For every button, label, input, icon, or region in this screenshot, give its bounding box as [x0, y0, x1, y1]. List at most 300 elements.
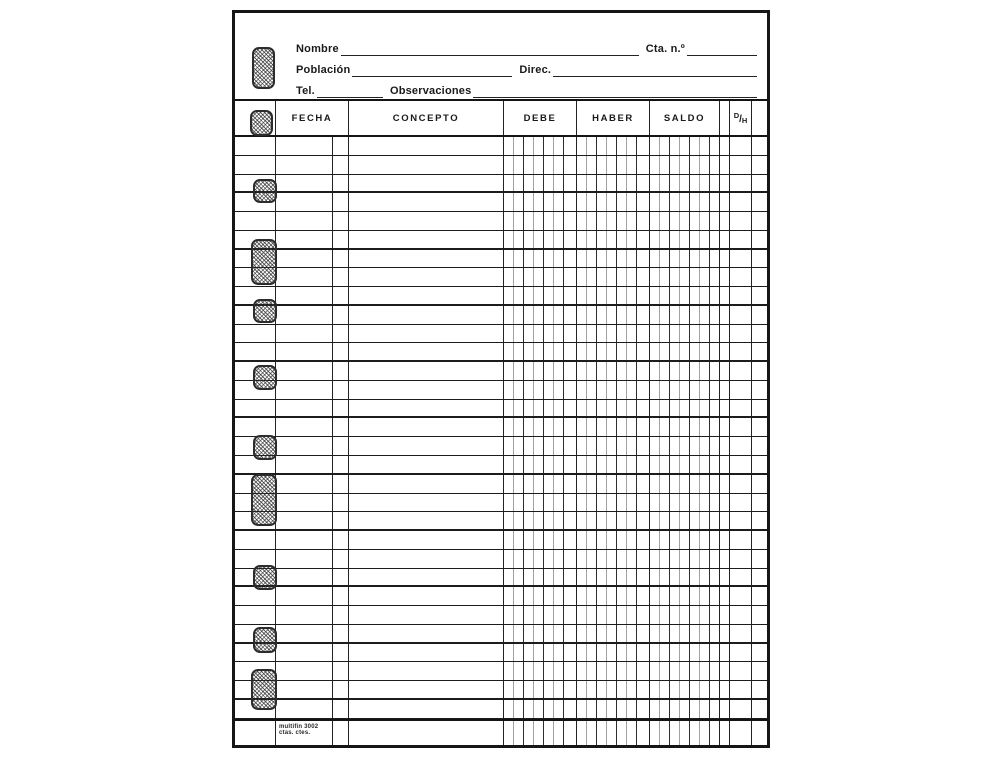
cell-fecha-main	[275, 587, 332, 605]
cell-fecha-main	[275, 475, 332, 493]
cell-dh	[729, 662, 751, 680]
cell-saldo	[649, 721, 719, 745]
cell-margin	[751, 268, 767, 286]
cell-dh	[729, 456, 751, 473]
punch-hole	[251, 669, 277, 710]
punch-hole	[253, 565, 277, 590]
punch-hole	[253, 627, 277, 653]
cell-haber	[576, 400, 649, 417]
cell-concepto	[348, 456, 503, 473]
cell-debe	[503, 175, 576, 192]
cell-debe	[503, 437, 576, 455]
cell-haber	[576, 306, 649, 324]
cell-fecha-main	[275, 681, 332, 698]
cell-fecha-main	[275, 306, 332, 324]
punch-hole	[253, 365, 277, 390]
saldo-column-header: SALDO	[649, 101, 719, 135]
punch-hole	[250, 110, 273, 136]
ledger-row	[235, 587, 767, 606]
cell-margin	[751, 400, 767, 417]
ledger-row	[235, 137, 767, 156]
cell-saldo	[649, 625, 719, 642]
cell-fecha-main	[275, 343, 332, 360]
cell-dh	[729, 193, 751, 211]
cell-margin	[751, 587, 767, 605]
cell-hole-margin	[235, 343, 275, 360]
cell-debe	[503, 137, 576, 155]
cell-hole-margin	[235, 531, 275, 549]
cell-saldo	[649, 400, 719, 417]
cell-haber	[576, 325, 649, 343]
cell-saldo	[649, 475, 719, 493]
cell-cents	[719, 250, 729, 268]
cell-haber	[576, 475, 649, 493]
cell-cents	[719, 418, 729, 436]
cell-hole-margin	[235, 400, 275, 417]
cell-fecha-main	[275, 644, 332, 662]
cell-dh	[729, 325, 751, 343]
cell-saldo	[649, 362, 719, 380]
ledger-row	[235, 494, 767, 513]
cell-debe	[503, 625, 576, 642]
poblacion-row	[296, 56, 759, 77]
cell-dh	[729, 494, 751, 512]
observaciones-field-line	[473, 84, 757, 98]
cell-debe	[503, 721, 576, 745]
cell-concepto	[348, 644, 503, 662]
tel-label: Tel.	[296, 85, 315, 97]
cell-concepto	[348, 268, 503, 286]
cell-debe	[503, 700, 576, 718]
cell-fecha-main	[275, 662, 332, 680]
cell-haber	[576, 550, 649, 568]
cell-concepto	[348, 343, 503, 360]
cell-margin	[751, 569, 767, 586]
cell-fecha-sub	[332, 193, 348, 211]
cell-dh	[729, 137, 751, 155]
cell-concepto	[348, 175, 503, 192]
cell-cents	[719, 437, 729, 455]
ledger-row	[235, 193, 767, 212]
cell-fecha-main	[275, 400, 332, 417]
cell-fecha-main	[275, 193, 332, 211]
cell-saldo	[649, 569, 719, 586]
cell-fecha-main	[275, 212, 332, 230]
cell-fecha-sub	[332, 625, 348, 642]
cell-haber	[576, 644, 649, 662]
cell-saldo	[649, 343, 719, 360]
cell-fecha-main	[275, 325, 332, 343]
cell-margin	[751, 175, 767, 192]
cell-dh	[729, 362, 751, 380]
ledger-row	[235, 700, 767, 719]
cell-concepto	[348, 587, 503, 605]
cell-fecha-main	[275, 175, 332, 192]
cell-haber	[576, 418, 649, 436]
ledger-row	[235, 437, 767, 456]
cell-debe	[503, 531, 576, 549]
cell-margin	[751, 381, 767, 399]
cell-haber	[576, 456, 649, 473]
cell-saldo	[649, 456, 719, 473]
cell-saldo	[649, 418, 719, 436]
ledger-rows	[235, 137, 767, 719]
cell-margin	[751, 550, 767, 568]
cell-fecha-sub	[332, 212, 348, 230]
ledger-row	[235, 418, 767, 437]
cell-haber	[576, 721, 649, 745]
cell-debe	[503, 681, 576, 698]
cell-debe	[503, 494, 576, 512]
cell-cents	[719, 456, 729, 473]
cell-concepto	[348, 362, 503, 380]
cell-fecha-main	[275, 550, 332, 568]
cell-cents	[719, 700, 729, 718]
cell-saldo	[649, 156, 719, 174]
cell-debe	[503, 512, 576, 529]
cell-cents	[719, 721, 729, 745]
cell-fecha-sub	[332, 287, 348, 304]
imprint-line2: ctas. ctes.	[279, 730, 311, 737]
cell-cents	[719, 381, 729, 399]
cell-haber	[576, 175, 649, 192]
dh-column-header	[729, 101, 751, 135]
observaciones-label: Observaciones	[389, 85, 472, 97]
cell-debe	[503, 400, 576, 417]
dh-glyph: $^D$/H	[733, 110, 748, 125]
cell-debe	[503, 231, 576, 248]
cell-cents	[719, 193, 729, 211]
cell-concepto	[348, 721, 503, 745]
cell-concepto	[348, 512, 503, 529]
ledger-row	[235, 156, 767, 175]
cell-haber	[576, 625, 649, 642]
cell-saldo	[649, 644, 719, 662]
cell-haber	[576, 268, 649, 286]
ledger-row	[235, 681, 767, 700]
cell-haber	[576, 531, 649, 549]
cell-hole-margin	[235, 137, 275, 155]
cell-margin	[751, 362, 767, 380]
cell-dh	[729, 418, 751, 436]
cell-margin	[751, 531, 767, 549]
cell-dh	[729, 700, 751, 718]
cell-saldo	[649, 212, 719, 230]
cell-margin	[751, 606, 767, 624]
cell-fecha-sub	[332, 606, 348, 624]
cell-fecha-main	[275, 625, 332, 642]
ledger-row	[235, 456, 767, 475]
cell-fecha-sub	[332, 700, 348, 718]
cell-saldo	[649, 231, 719, 248]
cell-dh	[729, 606, 751, 624]
ledger-row	[235, 531, 767, 550]
cents-column-header	[719, 101, 729, 135]
cell-debe	[503, 644, 576, 662]
imprint-line1: multifin 3002	[279, 723, 319, 730]
cell-fecha-main	[275, 512, 332, 529]
cell-dh	[729, 250, 751, 268]
cell-hole-margin	[235, 587, 275, 605]
cell-cents	[719, 512, 729, 529]
cell-cents	[719, 400, 729, 417]
cell-margin	[751, 231, 767, 248]
cell-cents	[719, 587, 729, 605]
cell-fecha-sub	[332, 494, 348, 512]
cell-debe	[503, 343, 576, 360]
cell-haber	[576, 250, 649, 268]
cell-dh	[729, 531, 751, 549]
cell-debe	[503, 362, 576, 380]
cell-concepto	[348, 475, 503, 493]
cell-cents	[719, 550, 729, 568]
cell-margin	[751, 721, 767, 745]
cell-fecha-sub	[332, 231, 348, 248]
cell-haber	[576, 156, 649, 174]
cell-fecha-sub	[332, 550, 348, 568]
cell-dh	[729, 569, 751, 586]
cell-fecha-sub	[332, 268, 348, 286]
cell-concepto	[348, 287, 503, 304]
cell-dh	[729, 268, 751, 286]
cell-debe	[503, 268, 576, 286]
cell-haber	[576, 681, 649, 698]
cell-haber	[576, 662, 649, 680]
cell-fecha-sub	[332, 250, 348, 268]
cell-fecha-main	[275, 268, 332, 286]
ledger-row	[235, 662, 767, 681]
cell-cents	[719, 137, 729, 155]
cell-fecha-main	[275, 494, 332, 512]
cell-cents	[719, 212, 729, 230]
cell-fecha-sub	[332, 569, 348, 586]
cell-margin	[751, 343, 767, 360]
cell-debe	[503, 250, 576, 268]
margin-column-header	[751, 101, 767, 135]
cell-margin	[751, 193, 767, 211]
cell-margin	[751, 325, 767, 343]
cell-cents	[719, 606, 729, 624]
ledger-row	[235, 475, 767, 494]
ledger-row	[235, 287, 767, 306]
punch-hole	[252, 47, 275, 89]
nombre-label: Nombre	[296, 43, 339, 55]
cell-dh	[729, 512, 751, 529]
cell-concepto	[348, 700, 503, 718]
cell-cents	[719, 494, 729, 512]
cell-concepto	[348, 418, 503, 436]
cell-concepto	[348, 325, 503, 343]
cell-margin	[751, 137, 767, 155]
ledger-row	[235, 325, 767, 344]
ledger-row	[235, 250, 767, 269]
cell-margin	[751, 287, 767, 304]
cell-saldo	[649, 437, 719, 455]
cell-fecha-main	[275, 231, 332, 248]
cell-dh	[729, 381, 751, 399]
cell-debe	[503, 193, 576, 211]
cell-dh	[729, 156, 751, 174]
cell-fecha-main	[275, 137, 332, 155]
cell-margin	[751, 306, 767, 324]
ledger-row	[235, 268, 767, 287]
cell-margin	[751, 212, 767, 230]
cell-margin	[751, 250, 767, 268]
cell-concepto	[348, 662, 503, 680]
cell-saldo	[649, 193, 719, 211]
cell-fecha-main	[275, 606, 332, 624]
cell-fecha-sub	[332, 681, 348, 698]
cell-haber	[576, 193, 649, 211]
ledger-row	[235, 381, 767, 400]
cell-debe	[503, 381, 576, 399]
cell-cents	[719, 268, 729, 286]
ledger-row	[235, 343, 767, 362]
cell-concepto	[348, 306, 503, 324]
ledger-row	[235, 362, 767, 381]
cell-cents	[719, 362, 729, 380]
punch-hole	[253, 299, 277, 323]
cell-concepto	[348, 625, 503, 642]
fecha-column-header: FECHA	[275, 101, 348, 135]
cell-cents	[719, 625, 729, 642]
cell-hole-margin	[235, 212, 275, 230]
ledger-row	[235, 400, 767, 419]
cell-haber	[576, 700, 649, 718]
direc-label: Direc.	[519, 64, 552, 76]
cell-saldo	[649, 287, 719, 304]
cell-margin	[751, 644, 767, 662]
cell-saldo	[649, 306, 719, 324]
cell-concepto	[348, 156, 503, 174]
cell-fecha-sub	[332, 156, 348, 174]
cell-haber	[576, 381, 649, 399]
cell-concepto	[348, 494, 503, 512]
cell-saldo	[649, 250, 719, 268]
poblacion-label: Población	[296, 64, 351, 76]
cell-margin	[751, 681, 767, 698]
cell-concepto	[348, 381, 503, 399]
cell-concepto	[348, 212, 503, 230]
cell-saldo	[649, 606, 719, 624]
cell-saldo	[649, 681, 719, 698]
cell-cents	[719, 343, 729, 360]
cell-dh	[729, 231, 751, 248]
punch-hole	[251, 239, 277, 285]
cell-fecha-main	[275, 418, 332, 436]
cell-dh	[729, 625, 751, 642]
cell-cents	[719, 644, 729, 662]
cell-debe	[503, 606, 576, 624]
cell-concepto	[348, 681, 503, 698]
ledger-row	[235, 606, 767, 625]
cell-haber	[576, 437, 649, 455]
cell-concepto	[348, 250, 503, 268]
cell-concepto	[348, 606, 503, 624]
cell-saldo	[649, 325, 719, 343]
cell-haber	[576, 569, 649, 586]
cell-fecha-sub	[332, 512, 348, 529]
cell-concepto	[348, 531, 503, 549]
cell-dh	[729, 212, 751, 230]
cell-hole-margin	[235, 156, 275, 174]
punch-hole	[253, 179, 277, 203]
ledger-row	[235, 625, 767, 644]
account-header-box	[235, 13, 767, 99]
cell-haber	[576, 287, 649, 304]
cell-fecha-sub	[332, 137, 348, 155]
direc-field-line	[553, 63, 757, 77]
cell-debe	[503, 662, 576, 680]
cell-dh	[729, 306, 751, 324]
cell-debe	[503, 418, 576, 436]
cell-saldo	[649, 662, 719, 680]
cell-fecha-sub	[332, 531, 348, 549]
cell-cents	[719, 475, 729, 493]
cell-hole-margin	[235, 418, 275, 436]
cell-fecha-sub	[332, 721, 348, 745]
cell-haber	[576, 587, 649, 605]
cell-debe	[503, 475, 576, 493]
cell-dh	[729, 475, 751, 493]
cell-saldo	[649, 494, 719, 512]
cell-haber	[576, 494, 649, 512]
cell-haber	[576, 606, 649, 624]
cell-fecha-main	[275, 437, 332, 455]
cell-saldo	[649, 137, 719, 155]
tel-field-line	[317, 84, 383, 98]
cell-debe	[503, 306, 576, 324]
cell-debe	[503, 156, 576, 174]
cell-cents	[719, 175, 729, 192]
cell-fecha-sub	[332, 475, 348, 493]
cta-label: Cta. n.º	[645, 43, 685, 55]
cell-fecha-sub	[332, 381, 348, 399]
cell-dh	[729, 175, 751, 192]
cell-dh	[729, 437, 751, 455]
cell-fecha-sub	[332, 362, 348, 380]
ledger-row	[235, 512, 767, 531]
cell-dh	[729, 343, 751, 360]
cell-dh	[729, 587, 751, 605]
cell-fecha-sub	[332, 437, 348, 455]
cell-debe	[503, 587, 576, 605]
cta-field-line	[687, 42, 757, 56]
cell-debe	[503, 212, 576, 230]
cell-fecha-main	[275, 156, 332, 174]
cell-fecha-sub	[332, 456, 348, 473]
cell-cents	[719, 287, 729, 304]
cell-cents	[719, 231, 729, 248]
cell-fecha-sub	[332, 400, 348, 417]
cell-margin	[751, 456, 767, 473]
cell-fecha-main	[275, 250, 332, 268]
cell-dh	[729, 287, 751, 304]
cell-fecha-sub	[332, 587, 348, 605]
ledger-row	[235, 569, 767, 588]
nombre-row	[296, 35, 759, 56]
cell-margin	[751, 700, 767, 718]
cell-fecha-main	[275, 381, 332, 399]
cell-margin	[751, 512, 767, 529]
cell-cents	[719, 531, 729, 549]
cell-concepto	[348, 231, 503, 248]
cell-fecha-sub	[332, 175, 348, 192]
cell-margin	[751, 625, 767, 642]
cell-concepto	[348, 137, 503, 155]
ledger-row	[235, 644, 767, 663]
cell-debe	[503, 287, 576, 304]
